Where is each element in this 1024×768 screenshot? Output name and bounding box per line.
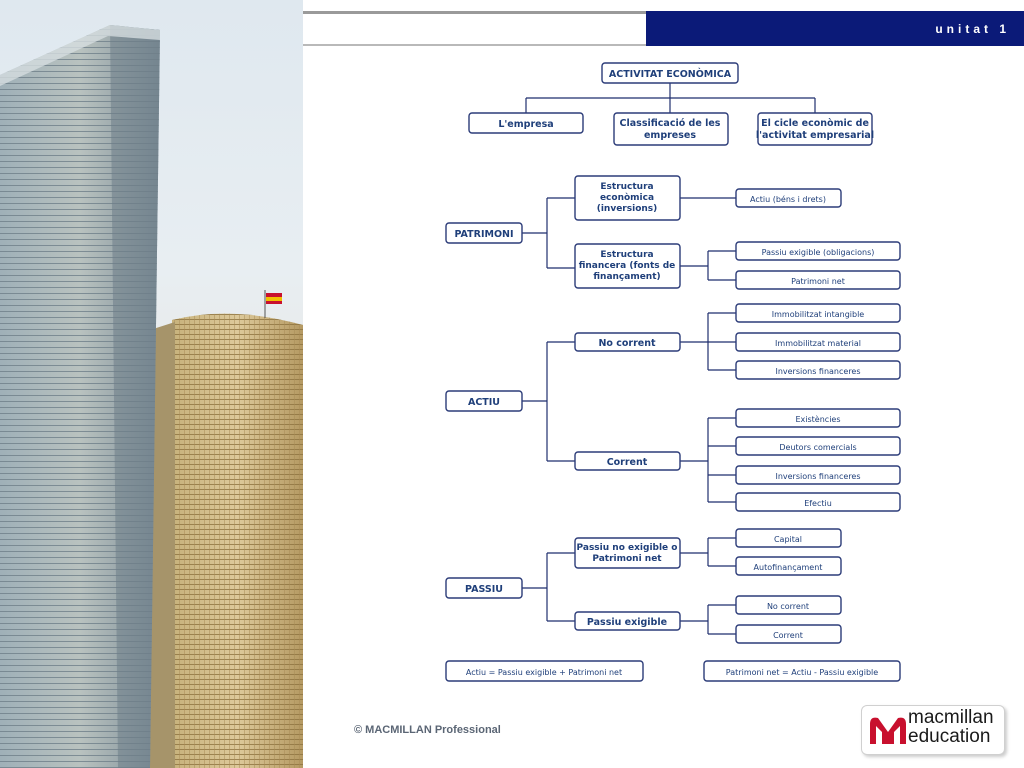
efectiu-node: Efectiu [804,499,832,508]
autofinancament-node: Autofinançament [753,563,823,572]
actiu-node: ACTIU [467,397,501,408]
estructura-economica-node: Estructura econòmica (inversions) [596,182,658,214]
passiu-no-corrent-node: No corrent [766,602,810,611]
passiu-no-exigible-node: Passiu no exigible o Patrimoni net [576,543,678,564]
passiu-corrent-node: Corrent [773,631,803,640]
logo-wordmark [908,708,994,746]
equation-patrimoni-net: Patrimoni net = Actiu - Passiu exigible [725,668,879,677]
macmillan-education-logo [861,705,1005,755]
immobilitzat-intangible-node: Immobilitzat intangible [771,310,865,319]
corrent-node: Corrent [606,457,648,468]
inversions-financeres-c-node: Inversions financeres [775,472,861,481]
patrimoni-net-node: Patrimoni net [791,277,845,286]
actiu-bens-node: Actiu (béns i drets) [750,195,826,204]
cicle-node: El cicle econòmic de l'activitat empresarial [755,118,875,141]
estructura-financera-node: Estructura financera (fonts de finançament) [578,250,676,282]
inversions-financeres-nc-node: Inversions financeres [775,367,861,376]
passiu-exigible-node: Passiu exigible [586,617,668,628]
no-corrent-node: No corrent [598,338,656,349]
logo-line1: macmillan [908,707,994,728]
macmillan-logo-icon [868,710,910,750]
unit-label: unitat 1 [935,22,1010,36]
passiu-node: PASSIU [465,584,503,595]
empresa-node: L'empresa [498,119,554,130]
patrimoni-node: PATRIMONI [454,229,514,240]
deutors-comercials-node: Deutors comercials [779,443,857,452]
capital-node: Capital [773,535,803,544]
copyright-notice: © MACMILLAN Professional [354,724,501,736]
existencies-node: Existències [795,415,841,424]
equation-actiu: Actiu = Passiu exigible + Patrimoni net [465,668,623,677]
root-node: ACTIVITAT ECONÒMICA [608,69,732,80]
logo-line2: education [908,726,991,747]
classificacio-node: Classificació de les empreses [619,118,721,141]
passiu-exigible-obligacions-node: Passiu exigible (obligacions) [761,248,875,257]
immobilitzat-material-node: Immobilitzat material [775,339,861,348]
